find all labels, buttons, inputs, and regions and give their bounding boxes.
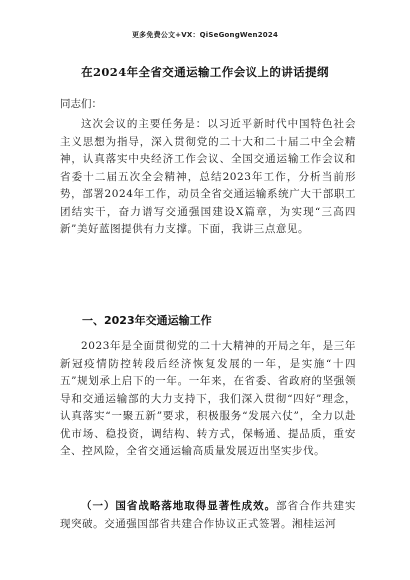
document-title: 在2024年全省交通运输工作会议上的讲话提纲 bbox=[81, 65, 329, 79]
intro-paragraph: 这次会议的主要任务是：以习近平新时代中国特色社会主义思想为指导，深入贯彻党的二十大和二十届二中全会精神，认真落实中央经济工作会议、全国交通运输工作会议和省委十二届五次全会精神，总结2023年工作，分析当前形势，部署2024年工作，动员全省交通运输系统广大干部职工团结实干，奋力谱写交通强国建设X篇章，为实现“三高四新”美好蓝图提供有力支撑。下面，我讲三点意见。 bbox=[60, 118, 356, 235]
section-heading: 一、2023年交通运输工作 bbox=[82, 314, 212, 327]
section-paragraph: 2023年是全面贯彻党的二十大精神的开局之年，是三年新冠疫情防控转段后经济恢复发展的一年，是实施“十四五”规划承上启下的一年。一年来，在省委、省政府的坚强领导和交通运输部的大力支持下，我们深入贯彻“四好”理念，认真落实“一聚五新”要求，积极服务“发展六仗”，全力以赴优市场、稳投资，调结构、转方式，保畅通、提品质，重安全、控风险，全省交通运输高质量发展迈出坚实步伐。 bbox=[60, 340, 356, 457]
subsection-paragraph bbox=[60, 498, 356, 533]
salutation: 同志们： bbox=[60, 98, 102, 110]
header-note: 更多免费公文+VX：QiSeGongWen2024 bbox=[131, 31, 279, 39]
subsection-body: 部省合作共建实现突破。交通强国部省共建合作协议正式签署。湘桂运河 bbox=[60, 500, 356, 530]
subsection-heading: （一）国省战略落地取得显著性成效。 bbox=[81, 500, 277, 512]
